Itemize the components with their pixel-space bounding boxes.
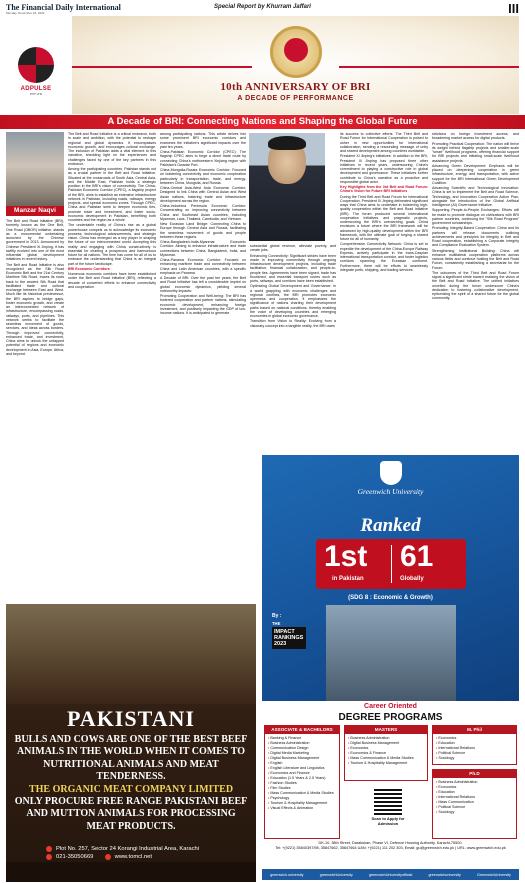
paragraph: China-Bangladesh-India-Myanmar Economic Corridor: Aiming to enhance infrastructure and trade connections between China, Bangladesh, India, and Myanmar. xyxy=(160,240,246,257)
program-item: • Film Studies xyxy=(268,786,336,791)
program-item: • Political Science xyxy=(436,805,513,810)
qr-label: Scan to Apply for Admission xyxy=(371,816,405,826)
headline: A Decade of BRI: Connecting Nations and Shaping the Global Future xyxy=(0,115,525,129)
masters-programs xyxy=(344,725,428,781)
program-item: • English xyxy=(268,761,336,766)
adpulse-name: ADPULSE xyxy=(20,85,52,92)
ad-address: Plot No. 257, Sector 24 Korangi Industrial Area, Karachi xyxy=(56,846,200,852)
associate-programs xyxy=(264,725,340,839)
rank-divider xyxy=(391,545,392,583)
subhead: BRI Economic Corridors xyxy=(68,266,110,271)
program-item: • Psychology xyxy=(268,796,336,801)
article-column-6 xyxy=(432,132,519,452)
paragraph: China-Panama Economic Corridor: Focused on enhancing maritime trade and connectivity between China and Latin American countries, with a specific emphasis on Panama. xyxy=(160,258,246,275)
program-item: • Tourism & Hospitality Management xyxy=(268,801,336,806)
paragraph: Strengthening Institutional Building: China will enhance multilateral cooperation platforms across various fields and continue hosting the Belt and Road Forum, consistently establishing a secretariat for the Forum. xyxy=(432,248,519,270)
author-name: Manzar Naqvi xyxy=(6,206,64,216)
paragraph: Promoting Integrity-Based Cooperation: China and its partners will release documents outlining achievements and principles for integrity in Belt and Road cooperation, establishing a Corporate Integrity and Compliance Evaluation System. xyxy=(432,226,519,248)
article-column-3 xyxy=(160,132,246,452)
greenwich-name: Greenwich University xyxy=(357,487,424,496)
program-item: • Visual Effects & Animation xyxy=(268,806,336,811)
masters-list xyxy=(345,734,427,768)
paragraph: The outcomes of the Third Belt and Road Forum signal a significant stride toward realizing the vision of the Belt and Road Initiative. The unified initiatives unveiled during the forum underscore China's dedication to fostering collaborative development, epitomizing the spirit of a shared future for the global community. xyxy=(432,270,519,301)
photo-hair xyxy=(268,136,306,150)
program-item: • Fashion Studies xyxy=(268,781,336,786)
program-item: • Digital Business Management xyxy=(348,741,424,746)
ad-phone: 021-35050669 xyxy=(56,854,94,860)
ad-address-row xyxy=(46,845,246,853)
mphil-heading: M. Phil xyxy=(433,726,516,734)
rank-global-label: Globally xyxy=(400,576,424,582)
program-item: • Sociology xyxy=(436,756,513,761)
globe-icon xyxy=(105,854,111,860)
paragraph: Optimizing Global Development and Governance: In a world grappling with economic challenges and regional conflicts, the BRI promotes economic openness and cooperation. It emphasizes the significance of nations charting their development paths based on national conditions, thereby enabling the voice of developing countries and emerging economies in global economic governance. xyxy=(250,284,336,318)
paragraph: New Eurasian Land Bridge: Connecting China to Europe through Central Asia and Russia, facilitating the seamless movement of goods and people between these regions. xyxy=(160,222,246,239)
paragraph: China-Pakistan Economic Corridor (CPEC): The flagship CPEC aims to forge a direct trade route by connecting China's northwestern Xinjiang region with Pakistan's Gwadar Port. xyxy=(160,150,246,167)
special-report-line: Special Report by Khurram Jaffari xyxy=(214,4,311,10)
anniversary-banner xyxy=(72,16,519,114)
program-item: • Economics xyxy=(348,746,424,751)
program-item: • Mass Communication & Media Studies xyxy=(348,756,424,761)
ad-line-3: ONLY PROCURE FREE RANGE PAKISTANI BEEF AND MUTTON ANIMALS FOR PROCESSING MEAT PRODUCTS. xyxy=(14,796,248,832)
article-column-5 xyxy=(340,132,428,452)
program-item: • Political Science xyxy=(436,751,513,756)
masthead: The Financial Daily International xyxy=(6,3,121,12)
paragraph: Comprehensive Connectivity Network: China is set to expedite the development of the China-Europe Railway Express, actively participate in the trans-Caspian international transportation corridor, and foster logistics corridors spanning the Eurasian continent. Furthermore, there will be efforts to seamlessly integrate ports, shipping, and trading services. xyxy=(340,242,428,272)
paragraph: strictions on foreign investment access, and broadening market access for digital products. xyxy=(432,132,519,141)
address-line: DK-10, 38th Street, Darakshan, Phase VI, Defence Housing Authority, Karachi-75500. xyxy=(318,841,463,845)
paragraph: Promoting Practical Cooperation: The nation will thrive its weight behind flagship projects and smaller-scale "smart" livelihood programs, offering financial support for BRI projects and initiating small-scale livelihood assistance projects. xyxy=(432,141,519,163)
paragraph: Among the participating countries, Pakistan stands out as a crucial partner in the Belt and Road Initiative. Situated at the crossroads of South Asia, Central Asia, and the Middle East, Pakistan holds a strategic position in the BRI's vision of connectivity. The China-Pakistan Economic Corridor (CPEC), a flagship project of the BRI, aims to establish an extensive infrastructure network in Pakistan, including roads, railways, energy projects, and special economic zones. Through CPEC, China and Pakistan seek to deepen economic ties, promote trade and investment, and foster socio-economic development in Pakistan, benefiting both countries and the region as a whole. xyxy=(68,167,156,222)
program-item: • Economics xyxy=(436,736,513,741)
admission-qr-code[interactable] xyxy=(374,787,402,815)
paragraph: Transition from Vision to Reality: Evolving from a visionary concept into a tangible reality, the BRI owes xyxy=(250,319,336,328)
paragraph: China-Indochina Peninsula Economic Corridor: Concentrating on improving connectivity between China and Southeast Asian countries, including Myanmar, Laos, Thailand, Cambodia, and Vietnam. xyxy=(160,204,246,221)
program-item: • Business Administration xyxy=(268,741,336,746)
university-address xyxy=(262,841,519,851)
ribbon-right xyxy=(339,66,519,68)
article-column-1 xyxy=(6,219,64,459)
program-item: • Digital Media Marketing xyxy=(268,751,336,756)
rank-global: 61 xyxy=(400,540,434,573)
youtube-link[interactable]: GreenwichUniversity xyxy=(477,872,511,877)
paragraph: among participating nations. This article delves into some prominent BRI economic corridors and examines the initiative's significant impacts over the past ten years. xyxy=(160,132,246,149)
ad-contact xyxy=(46,845,246,861)
page-number: III xyxy=(508,1,519,16)
program-item: • Sociology xyxy=(436,810,513,815)
program-item: • Economics & Finance xyxy=(348,751,424,756)
by-label: By : xyxy=(272,613,282,619)
paragraph: China-Central Asia-West Asia Economic Corridor: Designed to link China with Central Asian and West Asian nations, fostering trade and infrastructure development across the region. xyxy=(160,186,246,203)
paragraph: substantial global revenue, alleviate poverty, and create jobs. xyxy=(250,244,336,253)
anniversary-subtitle: A DECADE OF PERFORMANCE xyxy=(237,95,354,102)
paragraph: The Belt and Road Initiative is a critical endeavor, both in scale and ambition, with the potential to reshape regional and global dynamics. It encompasses economic growth, and encourages cultural exchange. The inclusion of Pakistan adds a vital element to this narrative, shedding light on the experiences and challenges faced by one of the key partners in this endeavor. xyxy=(68,132,156,166)
mphil-list xyxy=(433,734,516,763)
program-item: • International Relations xyxy=(436,746,513,751)
rank-pakistan: 1st xyxy=(324,540,368,573)
program-item: • Education xyxy=(436,790,513,795)
program-item: • Business Administration xyxy=(436,780,513,785)
article-column-2 xyxy=(68,132,156,452)
masters-heading: MASTERS xyxy=(345,726,427,734)
program-item: • Education xyxy=(436,741,513,746)
paragraph: The Belt and Road Initiative (BRI), formerly known as the One Belt, One Road (OBOR) initiative, stands as a monumental undertaking launched by the Chinese government in 2013. Announced by Chinese President Xi Jinping, it has swiftly evolved into one of the most influential global development initiatives in recent history. xyxy=(6,219,64,262)
program-item: • Mass Communication & Media Studies xyxy=(268,791,336,796)
masthead-date: Monday, November 18, 2023 xyxy=(6,11,45,15)
ranked-label: Ranked xyxy=(360,515,421,536)
ad-title: PAKISTANI xyxy=(67,706,195,731)
cattle-photo xyxy=(6,604,256,704)
paragraph: Advancing Green Development: Emphasis will be placed on deepening cooperation in green infrastructure, energy, and transportation, with active support for the BRI International Green Development Coalition. xyxy=(432,163,519,185)
rank-pakistan-label: in Pakistan xyxy=(332,576,364,582)
associate-list xyxy=(265,734,339,813)
phd-list xyxy=(433,778,516,817)
program-item: • Economics xyxy=(436,785,513,790)
article-column-4 xyxy=(250,244,336,452)
paragraph: The Belt and Road Initiative is also recognized as the Silk Road Economic Belt and the 21st Century Maritime Silk Road, traces its roots back to the ancient Silk Road that facilitated trade and cultural exchange between East and West. Much like its historical predecessor, the BRI aspires to bridge gaps, foster economic growth, and create an interconnected network of infrastructure, encompassing roads, railways, ports, and pipelines. This network seeks to facilitate the seamless movement of goods, services, and ideas across borders. Through improved connectivity, enhanced trade, and investment, China aims to unlock the untapped potential of regions and economic development in Asia, Europe, Africa, and beyond. xyxy=(6,262,64,356)
facebook-link[interactable]: greenwich.university xyxy=(270,872,304,877)
author-photo xyxy=(6,132,64,208)
ribbon-left xyxy=(72,66,252,68)
adpulse-logo-icon xyxy=(18,47,54,83)
campus-photo xyxy=(326,605,456,701)
instagram-link[interactable]: greenwichUniversityofficial xyxy=(368,872,413,877)
associate-heading: ASSOCIATE & BACHELORS xyxy=(265,726,339,734)
paragraph: Advancing Scientific and Technological Innovation: China is set to implement the Belt and Road Science, Technology, and Innovation Cooperation Action Plan, alongside the introduction of the Global Artificial Intelligence (AI) Governance Initiative. xyxy=(432,186,519,207)
phone-icon xyxy=(46,854,52,860)
paragraph: During the Third Belt and Road Forum for International Cooperation, President Xi Jinping delineated significant ways that China aims to undertake in bolstering high-quality cooperation within the Belt and Road Initiative (BRI). The forum produced several international cooperation initiatives and pragmatic projects, underscoring the BRI's overarching goals. China envisions a future where the BRI framework will be advanced by high-quality development within the BRI framework, with the ultimate goal of forging a shared future for all of humanity. xyxy=(340,194,428,241)
program-item: • Mass Communication xyxy=(436,800,513,805)
adpulse-ad xyxy=(6,30,66,112)
ad-line-1: BULLS AND COWS ARE ONE OF THE BEST BEEF ANIMALS IN THE WORLD WHEN IT COMES TO NUTRITIONAL ANIMALS AND MEAT TENDERNESS. xyxy=(14,734,248,783)
linkedin-link[interactable]: greenwichuniversity xyxy=(428,872,461,877)
paragraph: Numerous economic corridors have been established under the Belt and Road Initiative (BRI), reflecting a decade of concerted efforts to enhance connectivity and cooperation xyxy=(68,272,156,289)
ad-company: THE ORGANIC MEAT COMPANY LIMITED xyxy=(28,783,234,795)
adpulse-tagline: PVT LTD xyxy=(29,91,43,96)
organic-meat-ad xyxy=(6,604,256,882)
social-links-bar xyxy=(262,869,519,880)
degree-programs xyxy=(262,703,519,857)
program-item: • Banking & Finance xyxy=(268,736,336,741)
paragraph: The undeniable reality of China's rise as a global powerhouse compels us to acknowledge its economic prowess, technological advancements, and strategic vision. China has emerged as a key player in shaping the future of our interconnected world. Accepting this reality and engaging with China constructively is essential for charting a prosperous and harmonious future for all nations. The time has come for all of us to embrace the understanding that China is an integral part of the future landscape. xyxy=(68,223,156,266)
twitter-link[interactable]: greenwichUniversity xyxy=(319,872,353,877)
program-item: • English Literature and Linguistics xyxy=(268,766,336,771)
ad-bottom-strip xyxy=(6,862,256,882)
paragraph: Supporting People-to-People Exchanges: Efforts will be made to promote dialogue on civilizations with BRI partner countries, continuing the "Silk Road Program" government scholarships. xyxy=(432,208,519,225)
paragraph: Enhancing Connectivity: Significant strides have been made in improving connectivity through ongoing infrastructure development projects, including trade facilitation, financial collaboration, and people-to-people ties. Agreements have been signed, trade has flourished, and essential transport routes such as ports, railways, and corridors have been established. xyxy=(250,253,336,283)
program-item: • Education (1.5 Years & 2.5 Years) xyxy=(268,776,336,781)
impact-rankings-logo: IMPACT RANKINGS 2023 xyxy=(272,627,306,649)
program-item: • Digital Business Management xyxy=(268,756,336,761)
ad-phone-row xyxy=(46,853,246,861)
contacts-line: Tel: +(9221) 35840397/98, 35847662, 35847664 UAN: +(9221) 111 202 303, Email: gu@greenwich.edu.pk | URL: www.greenwich.edu.pk xyxy=(275,846,506,850)
phd-heading: Ph.D xyxy=(433,770,516,778)
paragraph: China-Mongolia-Russia Economic Corridor: Focused on bolstering connectivity and economic cooperation particularly in transportation, trade, and energy, between China, Mongolia, and Russia. xyxy=(160,168,246,185)
program-item: • Business Administration xyxy=(348,736,424,741)
career-title: Career Oriented xyxy=(364,703,417,710)
career-subtitle: DEGREE PROGRAMS xyxy=(338,712,443,723)
program-item: • Communication Design xyxy=(268,746,336,751)
program-item: • Tourism & Hospitality Management xyxy=(348,761,424,766)
phd-programs xyxy=(432,769,517,839)
the-logo: THE xyxy=(272,621,281,626)
paragraph: Promoting Cooperation and Well-being: The BRI has fostered cooperation and partner nations, stimulating economic development, enhancing foreign investment, and positively impacting the GDP of low-income nations. It is anticipated to generate xyxy=(160,294,246,315)
greenwich-logo xyxy=(262,461,519,490)
paragraph: its success to collective efforts. The Third Belt and Road Forum for International Cooperation is poised to usher in new opportunities for international collaboration, sending a resounding message of unity and shared development among countries worldwide. xyxy=(340,132,428,153)
sdg-label: (SDG 8 : Economic & Growth) xyxy=(348,595,433,601)
mphil-programs xyxy=(432,725,517,765)
location-icon xyxy=(46,846,52,852)
bri-emblem-center-icon xyxy=(284,38,308,62)
program-item: • Economics and Finance xyxy=(268,771,336,776)
paragraph: A Decade of BRI: Over the past ten years, the Belt and Road Initiative has left a considerable imprint on global economic dynamics, yielding several noteworthy impacts: xyxy=(160,276,246,293)
greenwich-ranking-ad xyxy=(262,455,519,701)
ad-website: www.tomcl.net xyxy=(114,854,153,860)
greenwich-crest-icon xyxy=(380,461,402,485)
ad-body xyxy=(12,734,250,833)
anniversary-title: 10th ANNIVERSARY OF BRI xyxy=(220,81,371,93)
program-item: • International Relations xyxy=(436,795,513,800)
paragraph: President Xi Jinping's initiatives: In addition to the BRI, President Xi Jinping has proposed three other initiatives in recent years, underscoring China's commitment to playing a constructive role in global development and governance. These initiatives further contribute to China's narrative as a proactive and responsible global actor. xyxy=(340,154,428,184)
subhead: Key Highlights from the 3rd Belt and Road Forum: China's Vision for Future BRI Initiatives xyxy=(340,185,428,194)
